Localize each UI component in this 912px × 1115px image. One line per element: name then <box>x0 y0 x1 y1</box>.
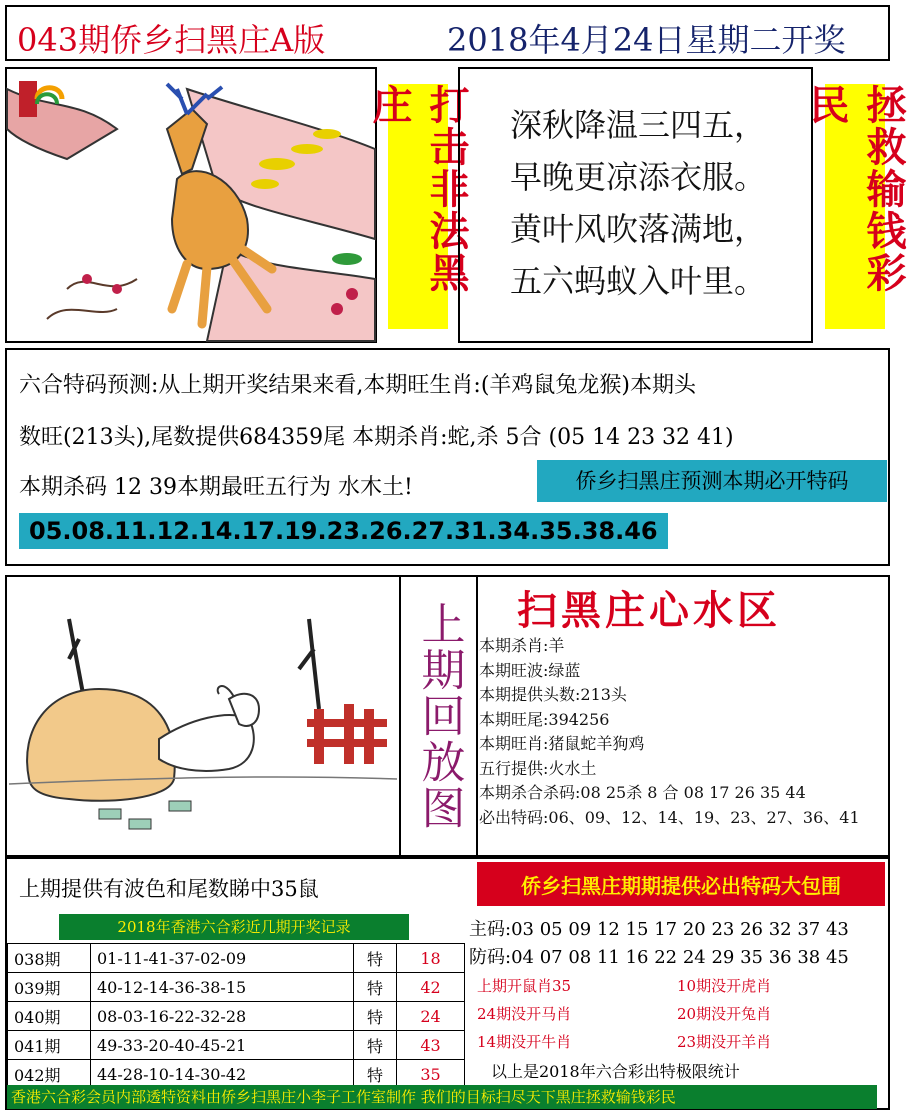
history-special: 35 <box>397 1060 465 1089</box>
replay-panel-title: 扫黑庄心水区 <box>517 587 781 634</box>
stat-2-1: 24期没开马肖 <box>477 1005 572 1023</box>
replay-item-2: 本期旺波:绿蓝 <box>479 660 581 680</box>
footer-bar: 香港六合彩会员内部透特资料由侨乡扫黑庄小李子工作室制作 我们的目标扫尽天下黑庄拯救输钱彩民 <box>7 1085 877 1109</box>
deer-illustration <box>7 69 375 341</box>
history-period: 039期 <box>8 973 91 1002</box>
header-bar <box>5 5 890 61</box>
stat-1-1: 上期开鼠肖35 <box>477 977 572 995</box>
history-period: 042期 <box>8 1060 91 1089</box>
history-period: 040期 <box>8 1002 91 1031</box>
history-table <box>7 943 465 1089</box>
big-banner: 侨乡扫黑庄期期提供必出特码大包围 <box>521 873 841 898</box>
history-te: 特 <box>354 1002 397 1031</box>
bottom-panel <box>5 857 890 1110</box>
history-period: 038期 <box>8 944 91 973</box>
replay-item-6: 五行提供:火水土 <box>479 758 597 778</box>
poem-line-1: 深秋降温三四五， <box>510 106 767 144</box>
stat-2-2: 20期没开兔肖 <box>677 1005 772 1023</box>
stats-grid <box>477 975 887 1082</box>
stats-footer: 以上是2018年六合彩出特极限统计 <box>491 1062 740 1081</box>
replay-vertical-title: 上期回放图 <box>413 601 465 831</box>
history-te: 特 <box>354 973 397 1002</box>
table-row <box>8 973 465 1002</box>
replay-panel <box>5 575 890 857</box>
table-row <box>8 1031 465 1060</box>
prediction-line-3: 本期杀码 12 39本期最旺五行为 水木土! <box>19 475 413 500</box>
history-special: 18 <box>397 944 465 973</box>
poem-line-3: 黄叶风吹落满地， <box>510 210 767 248</box>
replay-item-3: 本期提供头数:213头 <box>479 685 627 704</box>
history-te: 特 <box>354 1060 397 1089</box>
poem-panel <box>458 67 813 343</box>
history-numbers: 49-33-20-40-45-21 <box>91 1031 354 1060</box>
slogan-right-box <box>803 84 907 329</box>
replay-item-5: 本期旺肖:猪鼠蛇羊狗鸡 <box>479 734 645 753</box>
stat-1-2: 10期没开虎肖 <box>677 977 772 995</box>
history-te: 特 <box>354 1031 397 1060</box>
goat-image-panel <box>9 579 397 855</box>
poem-line-2: 早晚更凉添衣服。 <box>510 158 767 196</box>
last-period-note: 上期提供有波色和尾数睇中35鼠 <box>19 877 319 901</box>
replay-vertical-title-box <box>399 577 478 855</box>
stat-3-2: 23期没开羊肖 <box>677 1033 772 1051</box>
replay-item-7: 本期杀合杀码:08 25杀 8 合 08 17 26 35 44 <box>479 783 806 802</box>
history-period: 041期 <box>8 1031 91 1060</box>
replay-item-1: 本期杀肖:羊 <box>479 636 565 655</box>
prediction-line-2: 数旺(213头),尾数提供684359尾 本期杀肖:蛇,杀 5合 (05 14 23 32 41) <box>19 425 734 450</box>
prediction-panel <box>5 348 890 566</box>
replay-items <box>479 633 860 829</box>
history-numbers: 08-03-16-22-32-28 <box>91 1002 354 1031</box>
defense-codes: 防码:04 07 08 11 16 22 24 29 35 36 38 45 <box>469 947 849 968</box>
history-special: 43 <box>397 1031 465 1060</box>
prediction-numbers: 05.08.11.12.14.17.19.23.26.27.31.34.35.38.46 <box>19 513 668 549</box>
deer-image-panel <box>5 67 377 343</box>
poem-line-4: 五六蚂蚁入叶里。 <box>510 262 767 300</box>
header-title-date: 2018年4月24日星期二开奖 <box>447 21 846 59</box>
poem-text <box>510 99 766 307</box>
prediction-line-1: 六合特码预测:从上期开奖结果来看,本期旺生肖:(羊鸡鼠兔龙猴)本期头 <box>19 373 696 398</box>
history-te: 特 <box>354 944 397 973</box>
table-row <box>8 944 465 973</box>
stat-3-1: 14期没开牛肖 <box>477 1033 572 1051</box>
big-banner-box <box>477 862 885 906</box>
table-row <box>8 1002 465 1031</box>
replay-item-8: 必出特码:06、09、12、14、19、23、27、36、41 <box>479 807 860 827</box>
history-numbers: 44-28-10-14-30-42 <box>91 1060 354 1089</box>
history-numbers: 40-12-14-36-38-15 <box>91 973 354 1002</box>
replay-item-4: 本期旺尾:394256 <box>479 709 610 729</box>
goat-illustration <box>9 579 397 855</box>
slogan-left: 打击非法黑庄 <box>366 84 470 294</box>
slogan-right: 拯救输钱彩民 <box>803 84 907 294</box>
prediction-banner: 侨乡扫黑庄预测本期必开特码 <box>537 460 887 502</box>
main-codes: 主码:03 05 09 12 15 17 20 23 26 32 37 43 <box>469 919 849 940</box>
header-title-red: 043期侨乡扫黑庄A版 <box>17 21 326 59</box>
history-special: 42 <box>397 973 465 1002</box>
history-title: 2018年香港六合彩近几期开奖记录 <box>59 914 409 940</box>
slogan-left-box <box>366 84 470 329</box>
history-numbers: 01-11-41-37-02-09 <box>91 944 354 973</box>
history-special: 24 <box>397 1002 465 1031</box>
